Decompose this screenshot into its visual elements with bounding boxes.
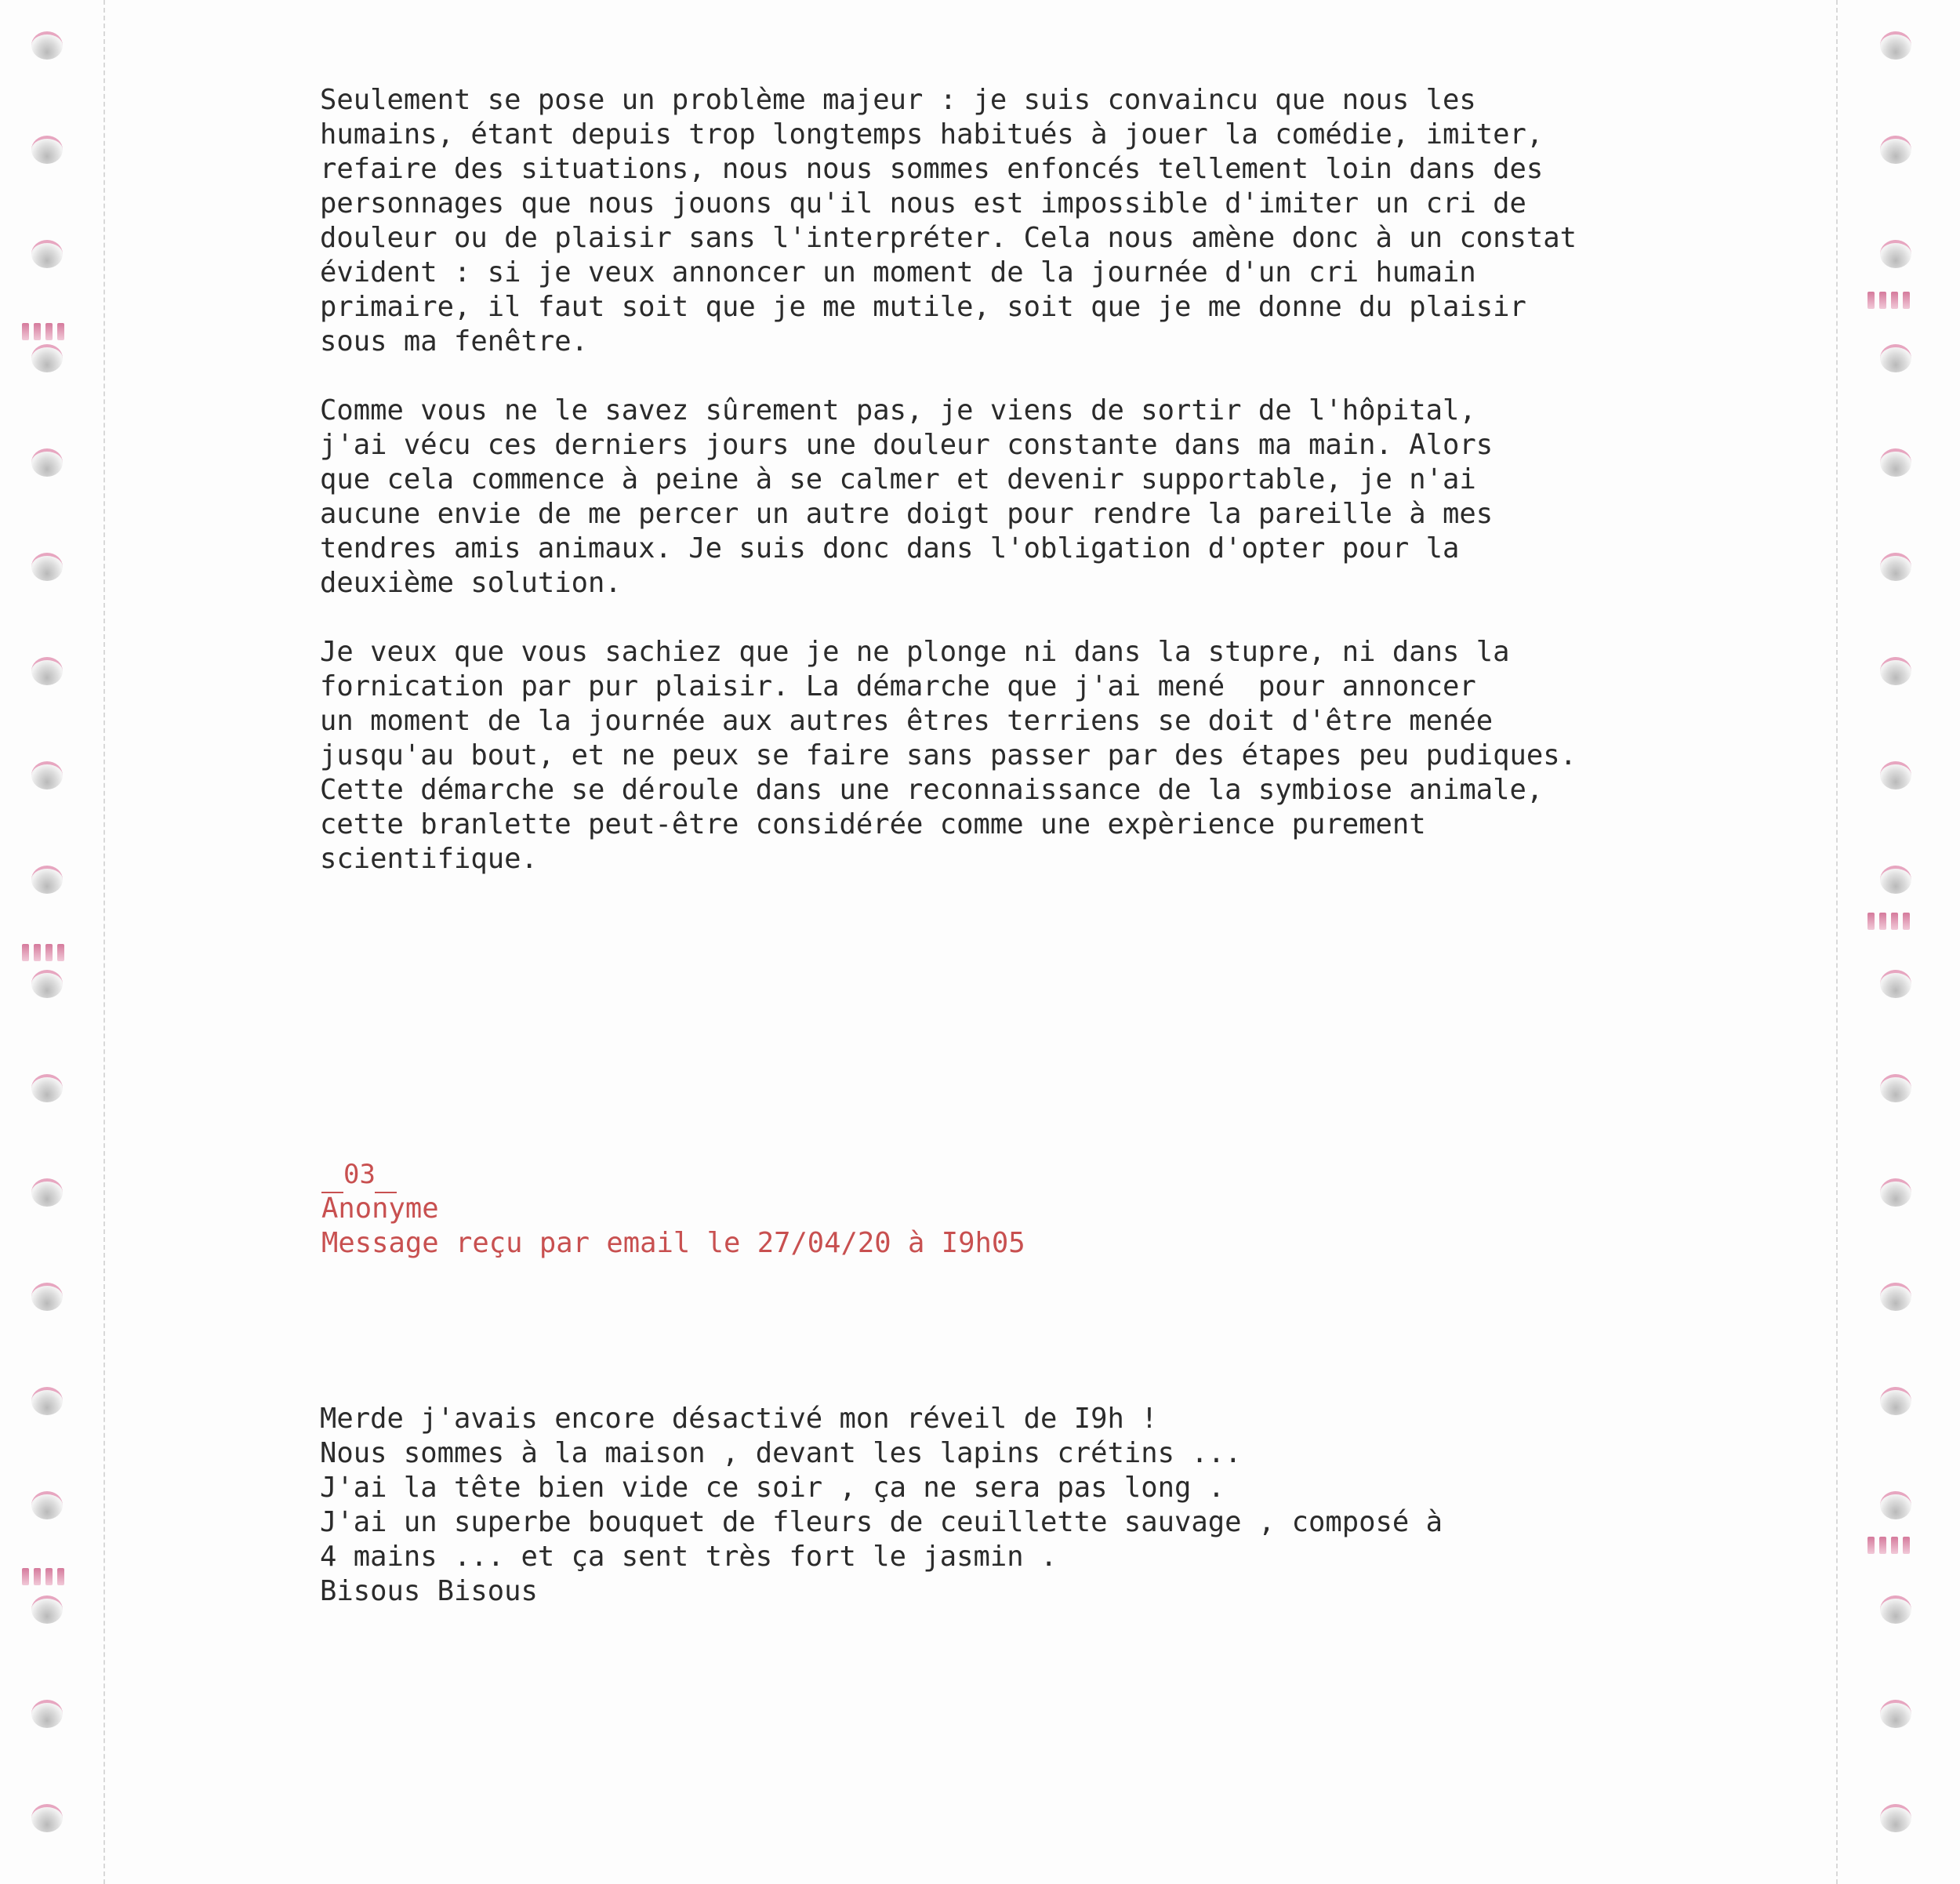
perforation-hole	[31, 970, 63, 998]
perforation-hole	[31, 1074, 63, 1102]
perforation-hole	[31, 761, 63, 790]
perforation-hole	[1880, 448, 1911, 477]
perforation-hole	[1880, 1804, 1911, 1832]
perforation-hole	[31, 1595, 63, 1624]
sprocket-marks	[1867, 1537, 1922, 1554]
right-tear-line	[1836, 0, 1838, 1884]
perforation-hole	[31, 657, 63, 685]
perforation-hole	[31, 1178, 63, 1207]
sprocket-marks	[22, 323, 77, 340]
perforation-hole	[31, 1283, 63, 1311]
perforation-hole	[31, 1700, 63, 1728]
perforation-hole	[1880, 1491, 1911, 1519]
entry-meta: Message reçu par email le 27/04/20 à I9h05	[321, 1227, 1025, 1259]
perforation-hole	[1880, 761, 1911, 790]
paragraph-2: Comme vous ne le savez sûrement pas, je viens de sortir de l'hôpital, j'ai vécu ces derniers jours une douleur constante dans ma main. Alors que cela commence à peine à se calmer et devenir supportable, je n'ai aucune envie de me percer un autre doigt pour rendre la pareille à mes tendres amis animaux. Je suis donc dans l'obligation d'opter pour la deuxième solution.	[320, 394, 1494, 599]
sprocket-marks	[22, 944, 77, 961]
entry-number: 03	[343, 1159, 376, 1190]
entry-author: Anonyme	[321, 1192, 439, 1225]
left-tear-line	[103, 0, 105, 1884]
perforation-hole	[31, 553, 63, 581]
perforation-hole	[1880, 553, 1911, 581]
sprocket-marks	[1867, 292, 1922, 309]
perforation-hole	[1880, 136, 1911, 164]
paragraph-3: Je veux que vous sachiez que je ne plonge ni dans la stupre, ni dans la fornication par pur plaisir. La démarche que j'ai mené pour annoncer un moment de la journée aux autres êtres terriens se doit d'être menée jusqu'au bout, et ne peux se faire sans passer par des étapes peu pudiques. Cette démarche se déroule dans une reconnaissance de la symbiose animale, cette branlette peut-être considérée comme une expèrience purement scientifique.	[320, 636, 1577, 875]
perforation-hole	[1880, 1074, 1911, 1102]
perforation-hole	[31, 1387, 63, 1415]
perforation-hole	[31, 448, 63, 477]
paragraph-1: Seulement se pose un problème majeur : je suis convaincu que nous les humains, étant depuis trop longtemps habitués à jouer la comédie, imiter, refaire des situations, nous nous sommes enfoncés tellement loin dans des personnages que nous jouons qu'il nous est impossible d'imiter un cri de douleur ou de plaisir sans l'interpréter. Cela nous amène donc à un constat évident : si je veux annoncer un moment de la journée d'un cri humain primaire, il faut soit que je me mutile, soit que je me donne du plaisir sous ma fenêtre.	[320, 84, 1577, 358]
perforation-hole	[31, 240, 63, 268]
perforation-hole	[1880, 31, 1911, 60]
perforation-hole	[1880, 240, 1911, 268]
perforation-hole	[31, 136, 63, 164]
perforation-hole	[1880, 970, 1911, 998]
perforation-hole	[31, 866, 63, 894]
sprocket-marks	[1867, 913, 1922, 930]
perforation-hole	[1880, 1283, 1911, 1311]
perforation-hole	[1880, 344, 1911, 372]
perforation-hole	[1880, 1178, 1911, 1207]
perforation-hole	[1880, 1595, 1911, 1624]
perforation-hole	[31, 1804, 63, 1832]
perforation-hole	[31, 1491, 63, 1519]
perforation-hole	[31, 344, 63, 372]
perforation-hole	[1880, 657, 1911, 685]
entry-message: Merde j'avais encore désactivé mon réveil de I9h ! Nous sommes à la maison , devant les lapins crétins ... J'ai la tête bien vide ce soir , ça ne sera pas long . J'ai un superbe bouquet de fleurs de ceuillette sauvage , composé à 4 mains ... et ça sent très fort le jasmin . Bisous Bisous	[320, 1403, 1443, 1607]
sprocket-marks	[22, 1568, 77, 1585]
perforation-hole	[31, 31, 63, 60]
perforation-hole	[1880, 1700, 1911, 1728]
perforation-hole	[1880, 866, 1911, 894]
perforation-hole	[1880, 1387, 1911, 1415]
